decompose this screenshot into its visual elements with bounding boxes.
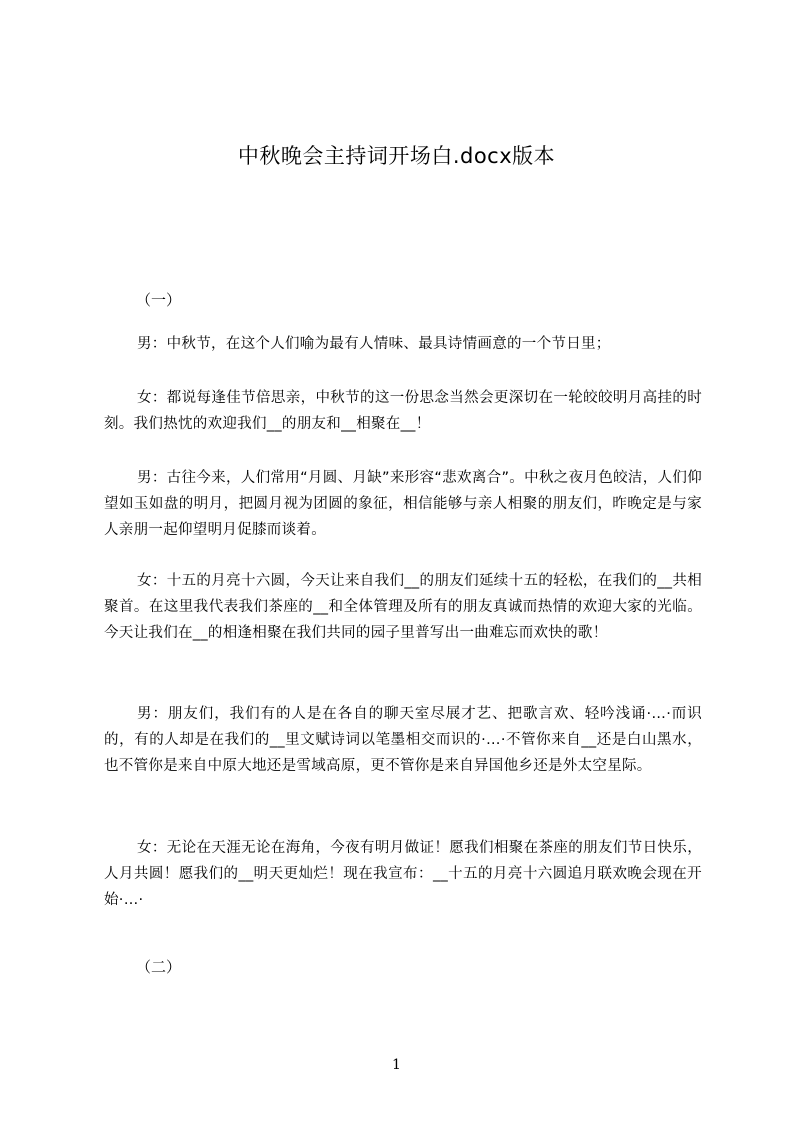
paragraph-female-1: 女：都说每逢佳节倍思亲，中秋节的这一份思念当然会更深切在一轮皎皎明月高挂的时刻。我们热忱的欢迎我们__的朋友和__相聚在__！ (104, 390, 702, 432)
document-title: 中秋晚会主持词开场白.docx版本 (237, 144, 556, 168)
paragraph-female-2: 女：十五的月亮十六圆，今天让来自我们__的朋友们延续十五的轻松，在我们的__共相聚首。在这里我代表我们茶座的__和全体管理及所有的朋友真诚而热情的欢迎大家的光临。今天让我们在__的相逢相聚在我们共同的园子里普写出一曲难忘而欢快的歌！ (104, 573, 702, 641)
page-number: 1 (392, 1057, 401, 1073)
paragraph-male-2: 男：古往今来，人们常用“月圆、月缺”来形容“悲欢离合”。中秋之夜月色皎洁，人们仰望如玉如盘的明月，把圆月视为团圆的象征，相信能够与亲人相聚的朋友们，昨晚定是与家人亲朋一起仰望明月促膝而谈着。 (104, 470, 702, 538)
section-heading-2: （二） (136, 958, 182, 976)
paragraph-female-3: 女：无论在天涯无论在海角，今夜有明月做证！愿我们相聚在茶座的朋友们节日快乐，人月共圆！愿我们的__明天更灿烂！现在我宣布：__十五的月亮十六圆追月联欢晚会现在开始·…· (104, 840, 702, 908)
section-heading-1: （一） (136, 291, 182, 309)
paragraph-male-1: 男：中秋节，在这个人们喻为最有人情味、最具诗情画意的一个节日里； (137, 336, 611, 352)
paragraph-male-3: 男：朋友们，我们有的人是在各自的聊天室尽展才艺、把歌言欢、轻吟浅诵·…·而识的，有的人却是在我们的__里文赋诗词以笔墨相交而识的·…·不管你来自__还是白山黑水，也不管你是来自中原大地还是雪域高原，更不管你是来自异国他乡还是外太空星际。 (104, 706, 702, 774)
